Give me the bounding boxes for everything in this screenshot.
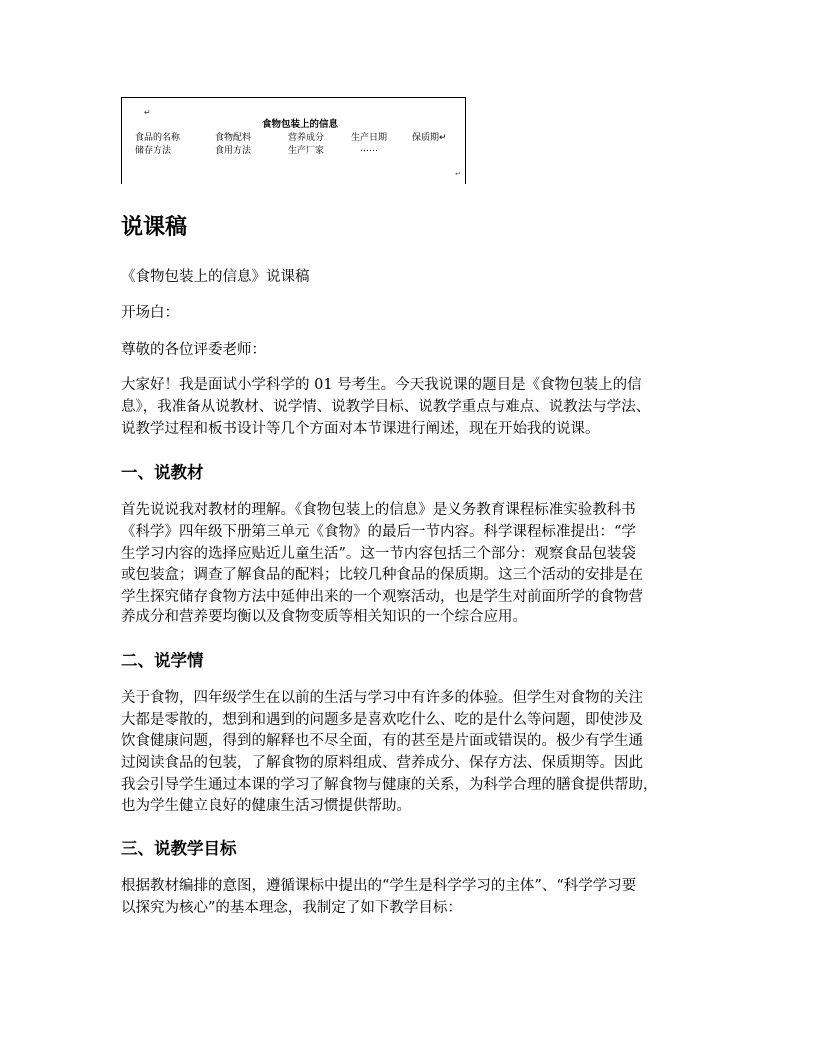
section2-line: 饮食健康问题，得到的解释也不尽全面，有的甚至是片面或错误的。极少有学生通 (121, 733, 643, 749)
section1-line: 或包装盒；调查了解食品的配料；比较几种食品的保质期。这三个活动的安排是在 (121, 567, 643, 583)
board-item: …… (360, 144, 378, 154)
section3-line: 根据教材编排的意图，遵循课标中提出的“学生是科学学习的主体”、“科学学习要 (121, 878, 637, 894)
board-title: 食物包装上的信息 (262, 119, 339, 130)
section2-line: 也为学生健立良好的健康生活习惯提供帮助。 (121, 798, 411, 814)
section-heading-objectives: 三、说教学目标 (121, 839, 237, 858)
section1-line: 《科学》四年级下册第三单元《食物》的最后一节内容。科学课程标准提出：“学 (121, 524, 636, 540)
intro-line: 说教学过程和板书设计等几个方面对本节课进行阐述，现在开始我的说课。 (121, 421, 600, 437)
section-heading-textbook: 一、说教材 (121, 463, 204, 482)
paragraph-mark: ↵ (144, 108, 151, 117)
board-item: 食品的名称 (135, 133, 181, 143)
section2-line: 大都是零散的，想到和遇到的问题多是喜欢吃什么、吃的是什么等问题，即使涉及 (121, 712, 643, 728)
greeting: 尊敬的各位评委老师： (121, 342, 266, 358)
board-item: 保质期↵ (412, 133, 447, 143)
opening-label: 开场白： (121, 305, 179, 321)
board-item: 食用方法 (215, 146, 252, 156)
section1-line: 养成分和营养要均衡以及食物变质等相关知识的一个综合应用。 (121, 609, 527, 625)
board-item: 食物配料 (215, 133, 252, 143)
section2-line: 关于食物，四年级学生在以前的生活与学习中有许多的体验。但学生对食物的关注 (121, 690, 643, 706)
section2-line: 过阅读食品的包装，了解食物的原料组成、营养成分、保存方法、保质期等。因此 (121, 755, 643, 771)
intro-line: 大家好！我是面试小学科学的 01 号考生。今天我说课的题目是《食物包装上的信 (121, 377, 642, 393)
blackboard-figure (121, 97, 466, 184)
section1-line: 首先说说我对教材的理解。《食物包装上的信息》是义务教育课程标准实验教科书 (121, 502, 636, 518)
section2-line: 我会引导学生通过本课的学习了解食物与健康的关系，为科学合理的膳食提供帮助， (121, 777, 658, 793)
paragraph-mark: ↵ (455, 170, 461, 178)
section1-line: 学生探究储存食物方法中延伸出来的一个观察活动，也是学生对前面所学的食物营 (121, 589, 643, 605)
page-title: 说课稿 (121, 215, 188, 240)
board-item: 营养成分 (288, 133, 325, 143)
intro-line: 息》，我准备从说教材、说学情、说教学目标、说教学重点与难点、说教法与学法、 (121, 399, 651, 415)
section1-line: 生学习内容的选择应贴近儿童生活”。这一节内容包括三个部分：观察食品包装袋 (121, 546, 636, 562)
section3-line: 以探究为核心”的基本理念，我制定了如下教学目标： (121, 900, 462, 916)
board-item: 生产日期 (351, 133, 388, 143)
section-heading-students: 二、说学情 (121, 651, 204, 670)
subtitle: 《食物包装上的信息》说课稿 (121, 269, 310, 285)
board-item: 储存方法 (135, 146, 172, 156)
board-item: 生产厂家 (288, 146, 325, 156)
